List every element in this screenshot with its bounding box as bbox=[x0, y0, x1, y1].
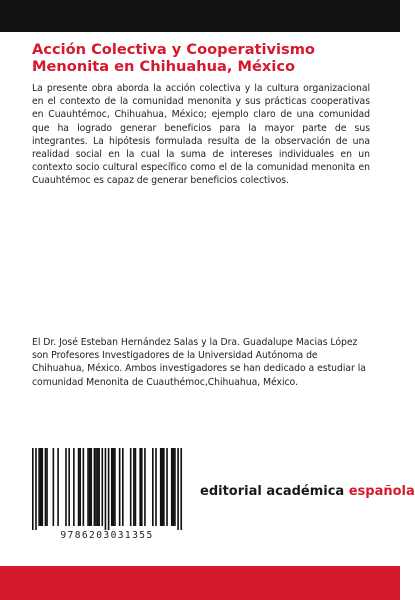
barcode-bar bbox=[105, 448, 107, 530]
barcode-bar bbox=[32, 448, 34, 530]
barcode-bar bbox=[155, 448, 157, 526]
barcode-bar bbox=[139, 448, 141, 526]
barcode-bar bbox=[35, 448, 37, 530]
barcode-bar bbox=[79, 448, 81, 526]
barcode-bar bbox=[83, 448, 85, 526]
barcode-bar bbox=[57, 448, 59, 526]
barcode-bar bbox=[174, 448, 176, 526]
barcode-bar bbox=[163, 448, 165, 526]
barcode-bar bbox=[119, 448, 121, 526]
barcode-bar bbox=[95, 448, 97, 526]
barcode-bar bbox=[144, 448, 146, 526]
barcode-bar bbox=[40, 448, 42, 526]
top-color-band bbox=[0, 0, 400, 32]
barcode-bar bbox=[46, 448, 48, 526]
book-title bbox=[32, 41, 372, 75]
barcode-bar bbox=[173, 448, 175, 526]
barcode-bar bbox=[98, 448, 100, 526]
barcode-bar bbox=[97, 448, 99, 526]
barcode-bar bbox=[87, 448, 89, 526]
title-line-1: Acción Colectiva y Cooperativismo bbox=[32, 41, 315, 58]
bottom-color-band bbox=[0, 566, 400, 600]
barcode-bar bbox=[78, 448, 80, 526]
barcode-bar bbox=[166, 448, 168, 526]
barcode-bar bbox=[68, 448, 70, 526]
barcode-bar bbox=[177, 448, 179, 530]
barcode-bars bbox=[32, 448, 182, 530]
barcode-bar bbox=[45, 448, 47, 526]
barcode-bar bbox=[133, 448, 135, 526]
barcode-bar bbox=[111, 448, 113, 526]
barcode-bar bbox=[94, 448, 96, 526]
barcode-bar bbox=[65, 448, 67, 526]
barcode-bar bbox=[180, 448, 182, 530]
title-line-2: Menonita en Chihuahua, México bbox=[32, 58, 295, 75]
barcode-bar bbox=[101, 448, 103, 526]
barcode-bar bbox=[73, 448, 75, 526]
barcode-bar bbox=[141, 448, 143, 526]
publisher-name-part1: editorial académica bbox=[200, 484, 345, 499]
barcode-bar bbox=[152, 448, 154, 526]
barcode-bar bbox=[89, 448, 91, 526]
barcode-bar bbox=[90, 448, 92, 526]
author-bio: El Dr. José Esteban Hernández Salas y la Dra. Guadalupe Macias López son Profesores Investigadores de la Universidad Autónoma de Chihuahua, México. Ambos investigadores se han dedicado a estudiar la comunidad Menonita de Cuauthémoc,Chihuahua, México. bbox=[32, 337, 366, 388]
barcode-bar bbox=[108, 448, 110, 530]
barcode-bar bbox=[113, 448, 115, 526]
isbn-number: 9786203031355 bbox=[60, 530, 154, 541]
publisher-name-part2: española bbox=[348, 484, 415, 499]
barcode-bar bbox=[114, 448, 116, 526]
barcode-bar bbox=[135, 448, 137, 526]
publisher-logo bbox=[200, 484, 415, 499]
barcode-bar bbox=[161, 448, 163, 526]
barcode-bar bbox=[53, 448, 55, 526]
book-abstract: La presente obra aborda la acción colectiva y la cultura organizacional en el contexto de la comunidad menonita y sus prácticas cooperativas en Cuauhtémoc, Chihuahua, México; ejemplo claro de una comunidad que ha logrado generar beneficios para la mayor parte de sus integrantes. La hipótesis formulada resulta de la observación de una realidad social en la cual la suma de intereses individuales en un contexto socio cultural específico como el de la comunidad menonita en Cuauhtémoc es capaz de generar beneficios colectivos. bbox=[32, 83, 370, 187]
barcode-bar bbox=[38, 448, 40, 526]
barcode-bar bbox=[171, 448, 173, 526]
barcode-bar bbox=[41, 448, 43, 526]
barcode bbox=[32, 448, 182, 542]
barcode-bar bbox=[130, 448, 132, 526]
barcode-bar bbox=[122, 448, 124, 526]
barcode-bar bbox=[160, 448, 162, 526]
